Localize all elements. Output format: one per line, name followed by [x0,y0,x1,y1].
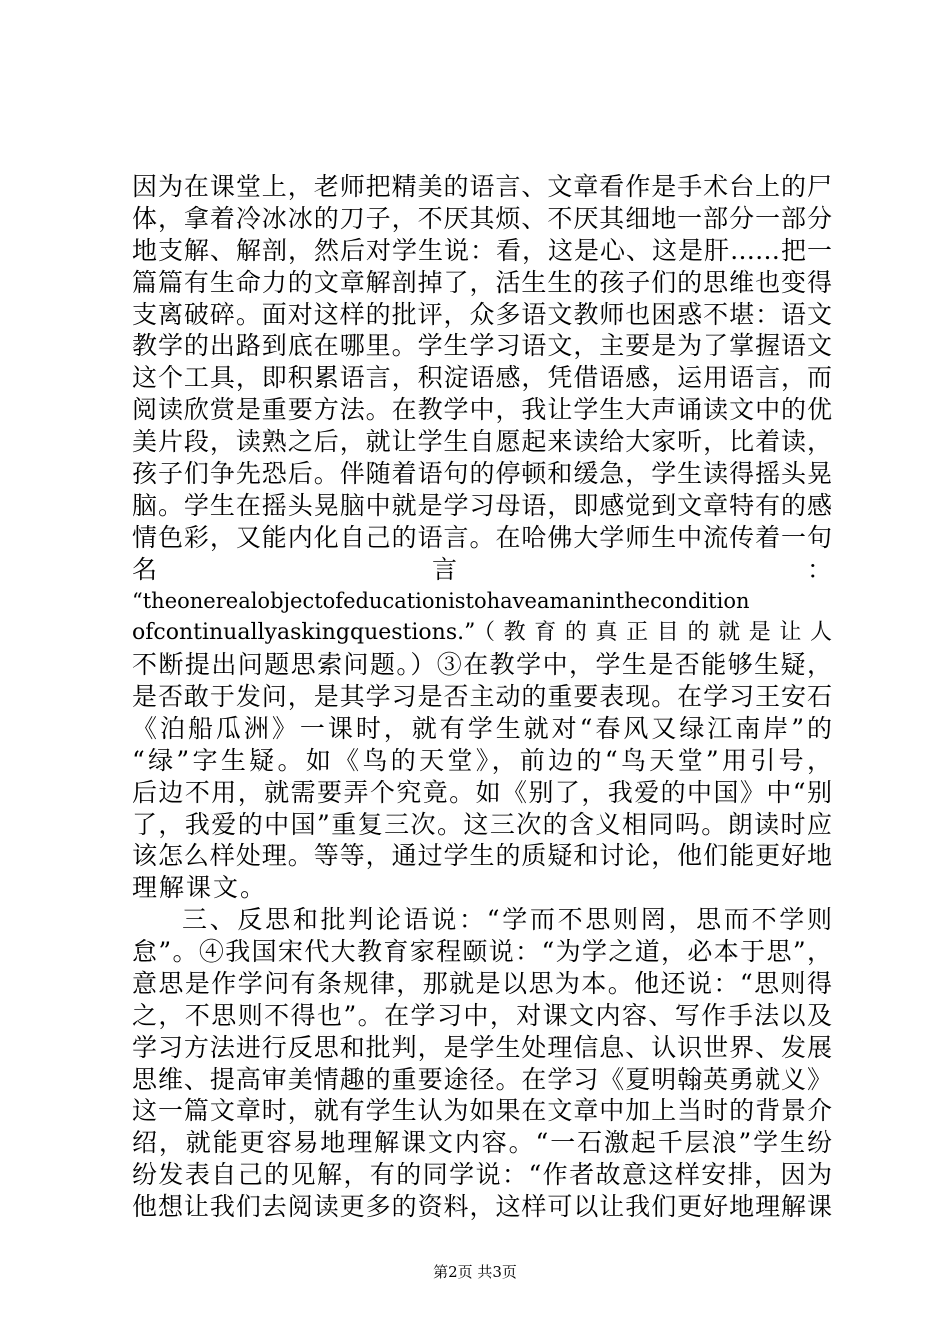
text-line: 怠”。④我国宋代大教育家程颐说：“为学之道，必本于思”， [132,937,832,966]
text-line: 孩子们争先恐后。伴随着语句的停顿和缓急，学生读得摇头晃 [132,459,832,488]
text-line: 这个工具，即积累语言，积淀语感，凭借语感，运用语言，而 [132,363,832,392]
text-line: 支离破碎。面对这样的批评，众多语文教师也困惑不堪：语文 [132,300,832,329]
text-line: 美片段，读熟之后，就让学生自愿起来读给大家听，比着读， [132,427,832,456]
text-line: 他想让我们去阅读更多的资料，这样可以让我们更好地理解课 [132,1192,832,1221]
text-line: 脑。学生在摇头晃脑中就是学习母语，即感觉到文章特有的感 [132,491,832,520]
text-line: 思维、提高审美情趣的重要途径。在学习《夏明翰英勇就义》 [132,1065,832,1094]
text-line: 这一篇文章时，就有学生认为如果在文章中加上当时的背景介 [132,1096,832,1125]
text-line: 纷发表自己的见解，有的同学说：“作者故意这样安排，因为 [132,1160,832,1189]
text-line: 不断提出问题思索问题。）③在教学中，学生是否能够生疑， [132,650,832,679]
text-line: 后边不用，就需要弄个究竟。如《别了，我爱的中国》中“别 [132,778,832,807]
text-line: 情色彩，又能内化自己的语言。在哈佛大学师生中流传着一句 [132,523,832,552]
text-line: ofcontinuallyaskingquestions.”（教育的真正目的就是让人 [132,620,832,645]
text-line: 之，不思则不得也”。在学习中，对课文内容、写作手法以及 [132,1001,832,1030]
text-line: 学习方法进行反思和批判，是学生处理信息、认识世界、发展 [132,1033,832,1062]
text-line: 绍，就能更容易地理解课文内容。“一石激起千层浪”学生纷 [132,1128,832,1157]
text-line: 阅读欣赏是重要方法。在教学中，我让学生大声诵读文中的优 [132,395,832,424]
section-heading-line: 三、反思和批判论语说：“学而不思则罔，思而不学则 [182,905,832,934]
text-line: 意思是作学问有条规律，那就是以思为本。他还说：“思则得 [132,969,832,998]
text-line: 《泊船瓜洲》一课时，就有学生就对“春风又绿江南岸”的 [132,714,832,743]
text-line: 名 言 ： [132,555,833,584]
text-line: “theonerealobjectofeducationistohaveamaninthecondition [132,589,750,613]
page-footer: 第2页 共3页 [433,1263,517,1281]
text-line: 教学的出路到底在哪里。学生学习语文，主要是为了掌握语文 [132,331,832,360]
text-line: 地支解、解剖，然后对学生说：看，这是心、这是肝……把一 [132,236,832,265]
text-line: 体，拿着冷冰冰的刀子，不厌其烦、不厌其细地一部分一部分 [132,204,832,233]
text-line: 理解课文。 [132,873,268,902]
text-line: 是否敢于发问，是其学习是否主动的重要表现。在学习王安石 [132,682,832,711]
text-line: 篇篇有生命力的文章解剖掉了，活生生的孩子们的思维也变得 [132,268,832,297]
text-line: “绿”字生疑。如《鸟的天堂》，前边的“鸟天堂”用引号， [132,746,832,775]
text-line: 了，我爱的中国”重复三次。这三次的含义相同吗。朗读时应 [132,810,832,839]
text-line: 因为在课堂上，老师把精美的语言、文章看作是手术台上的尸 [132,172,832,201]
text-line: 该怎么样处理。等等，通过学生的质疑和讨论，他们能更好地 [132,841,832,870]
